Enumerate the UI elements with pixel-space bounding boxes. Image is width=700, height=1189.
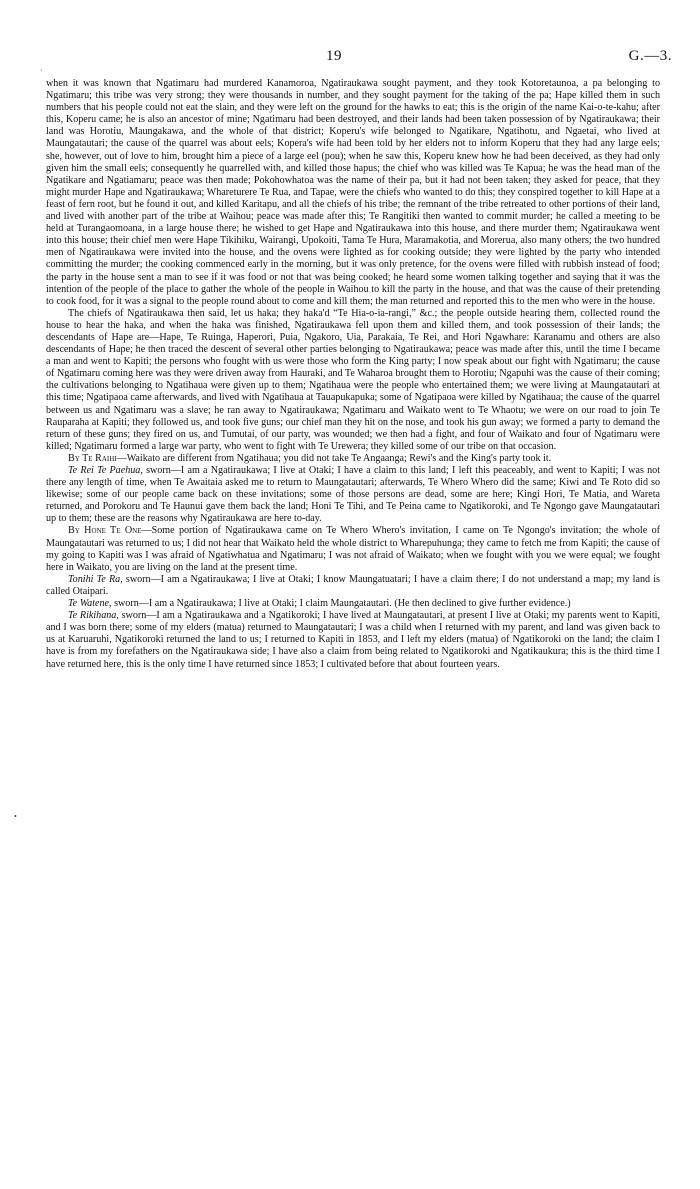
speaker-te-raihi: By Te Raihi xyxy=(68,452,117,464)
speaker-te-watene: Te Watene xyxy=(68,598,110,610)
paragraph-6 xyxy=(46,574,660,598)
margin-dot-top: · xyxy=(40,66,43,75)
paragraph-4-text: , sworn—I am a Ngatiraukawa; I live at Otaki; I have a claim to this land; I left this peaceably, and went to Kapiti; I was not there any length of time, when Te Awaitaia asked me to return to Maungatautari; afterwards, Te Whero Whero did the same; Kiwi and Te Roto did so likewise; some of our people came back on these invitations; some of those persons are dead, some are here; Kingi Hori, Te Matia, and Wareta returned, and Porokoru and Te Haunui gave them back the land; Honi Te Tihi, and Te Peina came to Ngatikoroki, and Te Ngongo gave Maungatautari up to them; these are the reasons why Ngatiraukawa are here to-day. xyxy=(46,465,661,525)
paragraph-7 xyxy=(46,598,660,610)
paragraph-6-text: , sworn—I am a Ngatiraukawa; I live at Otaki; I know Maungatuatari; I have a claim there; I do not understand a map; my land is called Otaipari. xyxy=(46,573,660,597)
paragraph-1: when it was known that Ngatimaru had murdered Kanamoroa, Ngatiraukawa sought payment, and they took Kotoretaunoa, a pa belonging to Ngatimaru; this tribe was very strong; they were thousands in number, and they sought payment for the taking of the pa; Hape killed them in such numbers that his people could not eat the slain, and they were left on the ground for the hawks to eat; this is the origin of the name Kai-o-te-kahu; after this, Koperu came; he is also an ancestor of mine; Ngatimaru had been destroyed, and their lands had been taken possession of by Ngatiraukawa; their land was Horotiu, Maungakawa, and the whole of that district; Koperu's wife belonged to Ngatikare, Ngatihotu, and Ngaetai, who lived at Maungatautari; the cause of the quarrel was about eels; Kopera's wife had been told by her elders not to inform Koperu that they had any large eels; she, however, out of love to him, brought him a piece of a large eel (pou); when he saw this, Koperu knew how he had been deceived, as they had only given him the small eels; consequently he quarrelled with, and killed those hapus; the chief who was killed was Te Kapua; he was the head man of the Ngatikare and Ngatiamaru; peace was then made; Pokohowhatoa was the name of their pa, but it had not been taken; they asked for peace, that they might murder Hape and Ngatiraukawa; Whareturere Te Rua, and Tapae, were the chiefs who wanted to do this; they conspired together to kill Hape at a feast of fern root, but he found it out, and killed Karitapu, and all the chiefs of his tribe; the remnant of the tribe retreated to other portions of their land, and lived with another part of the tribe at Waihou; peace was made after this; Te Rangitiki then wanted to commit murder; he called a meeting to be held at Turangaomoana, in a large house there; he wished to get Hape and Ngatiraukawa into this house, and there murder them; Ngatiraukawa went into this house; their chief men were Hape Tikihiku, Wairangi, Upokoiti, Tama Te Hura, Maramakotia, and Morerua, also many others; the two hundred men of Ngatiraukawa were invited into the house, and the ovens were lighted as for cooking outside; they were lighted by the party who intended committing the murder; the cooking commenced early in the morning, but it was only pretence, for the ovens were filled with rubbish instead of food; the party in the house sent a man to see if it was food or not that was being cooked; he heard some women talking together and saying that it was the intention of the people of the place to gather the whole of the people in Waihou to kill the party in the house, and that was the cause of their pretending to cook food, for it was a signal to the people round about to come and kill them; the man returned and reported this to the men who were in the house. xyxy=(46,78,660,307)
document-code: G.—3. xyxy=(628,48,672,64)
paragraph-5-text: —Some portion of Ngatiraukawa came on Te Whero Whero's invitation, I came on Te Ngongo's invitation; the whole of Maungatautari was returned to us; I did not hear that Waikato held the whole district to Wharepuhunga; they came to fetch me from Kapiti; the cause of my going to Kapiti was I was afraid of Ngatiwhatua and Ngatimaru; I was not afraid of Waikato; when we fought with you we were equal; we fought here in Waikato, you are living on the land at the present time. xyxy=(46,525,660,573)
speaker-te-rei-te-paehua: Te Rei Te Paehua xyxy=(68,465,141,476)
paragraph-5 xyxy=(46,525,660,573)
margin-dot-side: • xyxy=(14,812,17,821)
paragraph-3 xyxy=(46,453,660,465)
page-number: 19 xyxy=(326,48,342,64)
paragraph-2: The chiefs of Ngatiraukawa then said, let us haka; they haka'd “Te Hia-o-ia-rangi,” &c.; the people outside hearing them, collected round the house to hear the haka, and when the haka was finished, Ngatiraukawa fell upon them and killed them, and took possession of their lands; the descendants of Hape are—Hape, Te Ruinga, Haperori, Puia, Ngakoro, Uia, Parakaia, Te Rei, and Hori Ngawhare: Karanamu and others are also descendants of Hape; he then traced the descent of several other parties belonging to Ngatiraukawa; peace was made after this, until the time I became a man and went to Kapiti; the persons who fought with us were those who form the King party; I now speak about our fight with Ngatimaru; the cause of Ngatimaru coming here was they were driven away from Hauraki, and Te Waharoa brought them to Horotiu; Ngapuhi was the cause of their coming; the cultivations belonging to Ngatihaua were given up to them; Ngatihaua were the people who entertained them; we were living at Maungatautari at this time; Ngatipaoa came afterwards, and lived with Ngatihaua at Tauapukapuka; some of Ngatipaoa were killed by Ngatihaua; the cause of the quarrel between us and Ngatimaru was a slave; he ran away to Ngatiraukawa; Ngatimaru and Waikato went to Te Whaotu; we were on our road to join Te Rauparaha at Kapiti; they followed us, and took five guns; our chief man they hit on the nose, and took his gun away; we formed a party to demand the return of these guns; they fired on us, and Tumutai, of our party, was wounded; we then had a fight, and four of Waikato and four of Ngatimaru were killed; Ngatimaru formed a large war party, who went to fight with Te Urewera; they killed some of our tribe on that occasion. xyxy=(46,307,660,452)
speaker-te-rikihana: Te Rikihana xyxy=(68,610,117,622)
paragraph-3-text: —Waikato are different from Ngatihaua; you did not take Te Angaanga; Rewi's and the King's party took it. xyxy=(116,452,552,464)
page-header xyxy=(0,48,700,68)
paragraph-8-text: , sworn—I am a Ngatiraukawa and a Ngatikoroki; I have lived at Maungatautari, at present I live at Otaki; my parents went to Kapiti, and I was born there; some of my elders (matua) returned to Maungatautari; I was a child when I returned with my parent, and land was given back to us at Karuaruhi, Ngatikoroki returned the land to us; I returned to Kapiti in 1853, and I left my elders (matua) of Ngatikoroki on the land; the claim I have is from my forefathers on the Ngatiraukawa side; I have also a claim from being related to Ngatikoroki and Ngatikaukura; this is the third time I have returned here, this is the only time I have returned since 1853; I cultivated before that about fourteen years. xyxy=(46,610,660,670)
paragraph-8 xyxy=(46,610,660,670)
body-text xyxy=(46,78,660,671)
paragraph-7-text: , sworn—I am a Ngatiraukawa; I live at Otaki; I claim Maungatautari. (He then declined to give further evidence.) xyxy=(109,598,571,610)
paragraph-4 xyxy=(46,465,660,525)
speaker-hone-te-one: By Hone Te One xyxy=(68,525,142,537)
speaker-tonihi-te-ra: Tonihi Te Ra xyxy=(68,573,121,585)
